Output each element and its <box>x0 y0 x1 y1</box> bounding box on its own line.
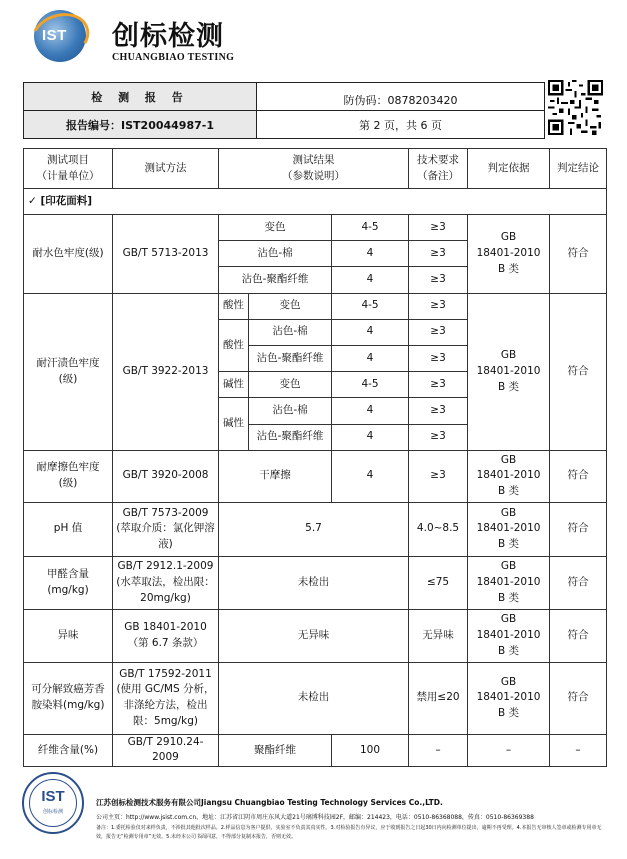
brand-name-cn: 创标检测 <box>112 21 224 52</box>
requirement: ≥3 <box>409 372 468 398</box>
report-header <box>23 82 545 139</box>
anti-fake-code: 防伪码：0878203420 <box>257 83 545 111</box>
result-value: 4-5 <box>332 293 409 319</box>
subitem: 沾色-棉 <box>249 398 332 424</box>
subitem: 沾色-棉 <box>249 319 332 345</box>
col-header-item: 测试项目 （计量单位） <box>24 149 113 189</box>
logo-text: IST <box>42 27 67 44</box>
col-header-conclusion: 判定结论 <box>550 149 607 189</box>
subitem: 干摩擦 <box>219 450 332 502</box>
footer-company: 江苏创标检测技术服务有限公司Jiangsu Chuangbiao Testing Technology Services Co.,LTD. <box>96 798 443 807</box>
conclusion: 符合 <box>550 556 607 609</box>
requirement: – <box>409 734 468 767</box>
requirement: 禁用≤20 <box>409 662 468 734</box>
method-ph: GB/T 7573-2009 (萃取介质：氯化钾溶 液) <box>113 502 219 556</box>
subitem: 变色 <box>219 215 332 241</box>
result-value: 4 <box>332 345 409 371</box>
subitem: 变色 <box>249 293 332 319</box>
col-header-result: 测试结果 （参数说明） <box>219 149 409 189</box>
result-value: 4 <box>332 424 409 450</box>
requirement: ≤75 <box>409 556 468 609</box>
conclusion: 符合 <box>550 215 607 294</box>
basis: GB 18401-2010 B 类 <box>468 215 550 294</box>
requirement: ≥3 <box>409 450 468 502</box>
item-water: 耐水色牢度(级) <box>24 215 113 294</box>
footer-logo-sub: 创标检测 <box>42 809 63 815</box>
requirement: ≥3 <box>409 398 468 424</box>
result-value: 4 <box>332 267 409 293</box>
col-header-basis: 判定依据 <box>468 149 550 189</box>
result-value: 4 <box>332 398 409 424</box>
conclusion: 符合 <box>550 450 607 502</box>
company-logo <box>34 10 86 62</box>
basis: GB 18401-2010 B 类 <box>468 450 550 502</box>
result-value: 4-5 <box>332 215 409 241</box>
footer-contact: 公司主页：http://www.jsist.com.cn，地址：江苏省江阴市周庄东风大道21号璃博科技园2F，邮编：214423，电话：0510-86368088，传真：0510-86369388 <box>96 814 534 821</box>
method-water: GB/T 5713-2013 <box>113 215 219 294</box>
acid-label: 酸性 <box>219 293 249 319</box>
item-fiber: 纤维含量(%) <box>24 734 113 767</box>
method-rub: GB/T 3920-2008 <box>113 450 219 502</box>
conclusion: 符合 <box>550 293 607 450</box>
results-table <box>23 148 607 767</box>
requirement: ≥3 <box>409 424 468 450</box>
report-title: 检 测 报 告 <box>24 83 257 111</box>
table-row <box>24 215 607 241</box>
conclusion: 符合 <box>550 662 607 734</box>
footer-notes: 备注：1.委托检验仅对来样负责，不涉批其他批次样品。2.样品信息为客户提供，实验室不负责其真实性。3.对检验报告有异议，应于收到报告之日起30日内向检测单位提出，逾期不再受理。4.本报告无审核人签章或检测专用章无效，报告无“检测专用章”无效。5.未经本公司书面同意，不得部分复制本报告，否则无效。 <box>96 825 602 840</box>
method-azo: GB/T 17592-2011 (使用 GC/MS 分析， 非涤纶方法，检出 限：5mg/kg) <box>113 662 219 734</box>
method-sweat: GB/T 3922-2013 <box>113 293 219 450</box>
table-row <box>24 734 607 767</box>
report-number: 报告编号：IST20044987-1 <box>24 111 257 139</box>
item-rub: 耐摩擦色牢度 (级) <box>24 450 113 502</box>
result-value: 未检出 <box>219 662 409 734</box>
subitem: 沾色-聚酯纤维 <box>219 267 332 293</box>
method-formaldehyde: GB/T 2912.1-2009 (水萃取法，检出限： 20mg/kg) <box>113 556 219 609</box>
requirement: ≥3 <box>409 241 468 267</box>
basis: – <box>468 734 550 767</box>
result-value: 未检出 <box>219 556 409 609</box>
result-value: 4 <box>332 319 409 345</box>
basis: GB 18401-2010 B 类 <box>468 502 550 556</box>
alkali-label: 碱性 <box>219 372 249 398</box>
item-odor: 异味 <box>24 609 113 662</box>
method-fiber: GB/T 2910.24-2009 <box>113 734 219 767</box>
qr-code-icon <box>548 80 603 135</box>
basis: GB 18401-2010 B 类 <box>468 293 550 450</box>
basis: GB 18401-2010 B 类 <box>468 662 550 734</box>
table-row <box>24 293 607 319</box>
alkali-label: 碱性 <box>219 398 249 450</box>
item-sweat: 耐汗渍色牢度 (级) <box>24 293 113 450</box>
footer-logo-text: IST <box>41 788 65 805</box>
requirement: ≥3 <box>409 267 468 293</box>
subitem: 变色 <box>249 372 332 398</box>
result-value: 4 <box>332 241 409 267</box>
result-value: 4-5 <box>332 372 409 398</box>
footer-seal-icon <box>22 772 84 834</box>
subitem: 沾色-聚酯纤维 <box>249 424 332 450</box>
conclusion: – <box>550 734 607 767</box>
table-row <box>24 609 607 662</box>
brand-name-en: CHUANGBIAO TESTING <box>112 52 235 63</box>
basis: GB 18401-2010 B 类 <box>468 556 550 609</box>
conclusion: 符合 <box>550 502 607 556</box>
table-row <box>24 662 607 734</box>
result-value: 无异味 <box>219 609 409 662</box>
subitem: 沾色-聚酯纤维 <box>249 345 332 371</box>
table-row <box>24 450 607 502</box>
section-title: ✓ [印花面料] <box>24 189 607 215</box>
requirement: 无异味 <box>409 609 468 662</box>
requirement: 4.0~8.5 <box>409 502 468 556</box>
result-value: 5.7 <box>219 502 409 556</box>
basis: GB 18401-2010 B 类 <box>468 609 550 662</box>
acid-label: 酸性 <box>219 319 249 371</box>
requirement: ≥3 <box>409 345 468 371</box>
item-ph: pH 值 <box>24 502 113 556</box>
col-header-requirement: 技术要求 （备注） <box>409 149 468 189</box>
conclusion: 符合 <box>550 609 607 662</box>
method-odor: GB 18401-2010 （第 6.7 条款） <box>113 609 219 662</box>
table-row <box>24 556 607 609</box>
requirement: ≥3 <box>409 215 468 241</box>
item-formaldehyde: 甲醛含量 (mg/kg) <box>24 556 113 609</box>
requirement: ≥3 <box>409 293 468 319</box>
table-row <box>24 502 607 556</box>
page-info: 第 2 页，共 6 页 <box>257 111 545 139</box>
result-value: 4 <box>332 450 409 502</box>
col-header-method: 测试方法 <box>113 149 219 189</box>
result-value: 100 <box>332 734 409 767</box>
requirement: ≥3 <box>409 319 468 345</box>
fiber-name: 聚酯纤维 <box>219 734 332 767</box>
item-azo: 可分解致癌芳香 胺染料(mg/kg) <box>24 662 113 734</box>
subitem: 沾色-棉 <box>219 241 332 267</box>
